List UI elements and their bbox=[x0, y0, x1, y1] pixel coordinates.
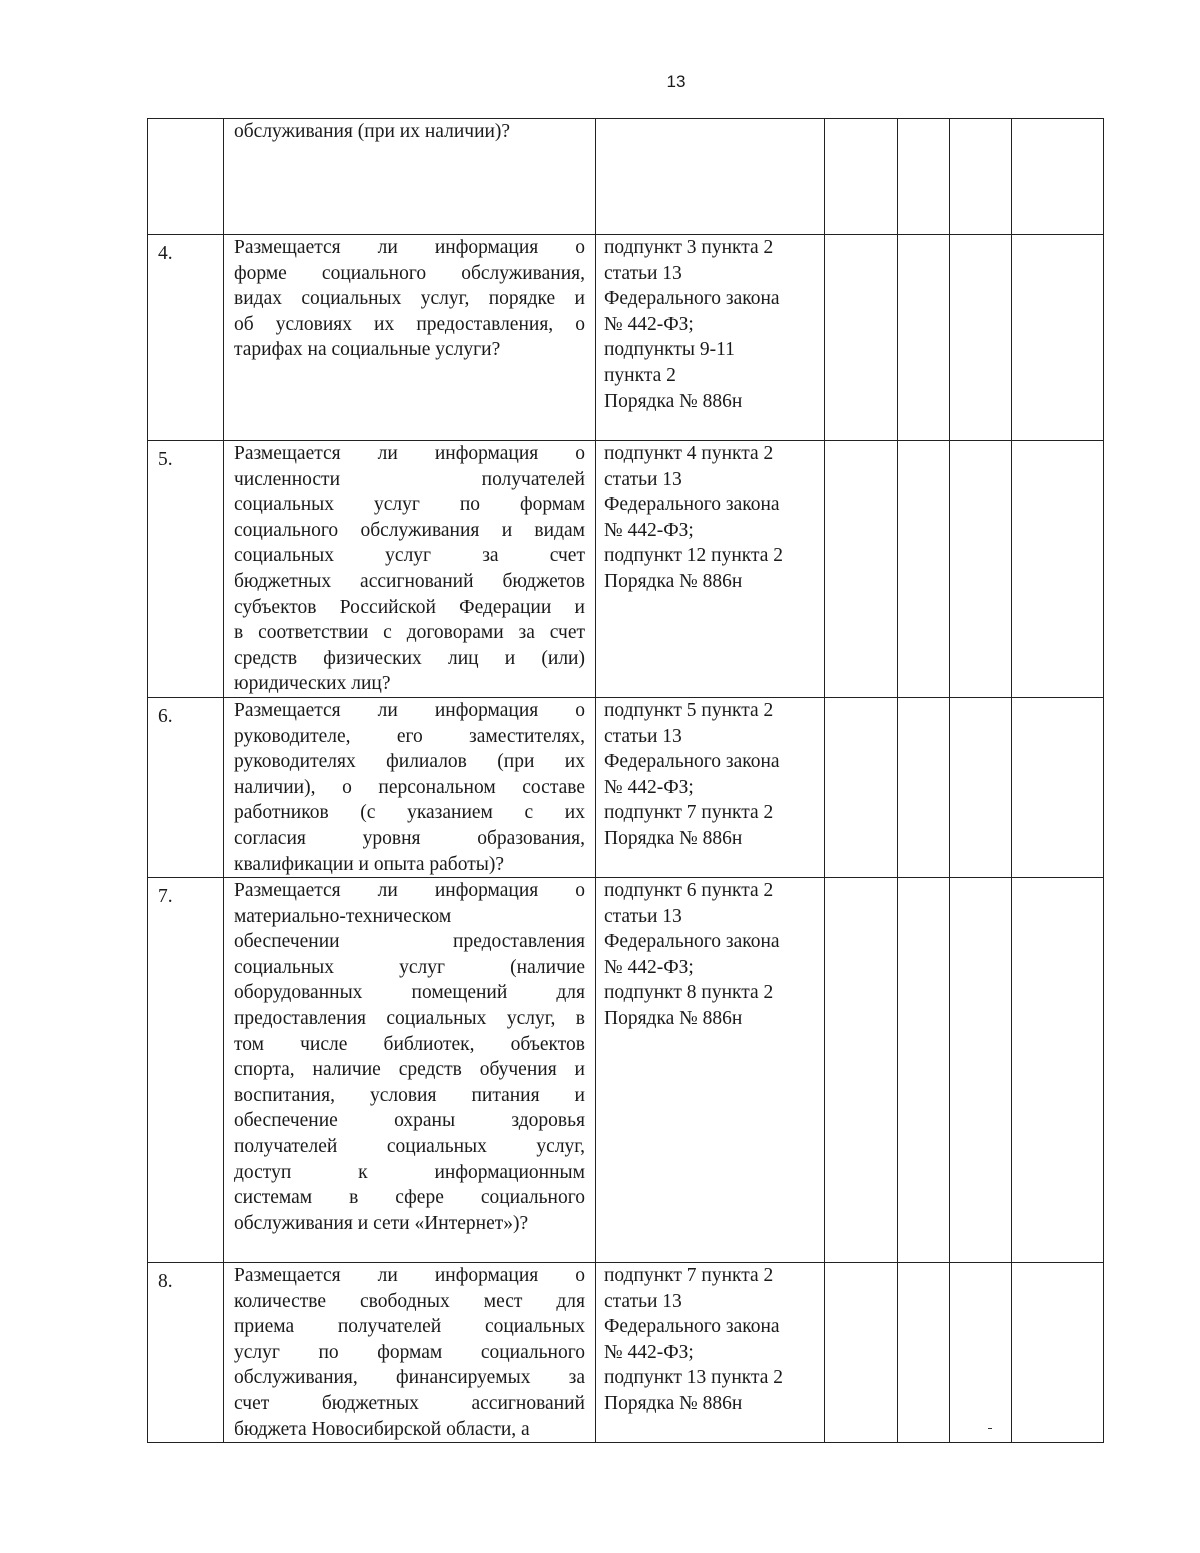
scan-mark bbox=[988, 1428, 992, 1429]
answer-no-cell bbox=[898, 235, 950, 441]
question-cell bbox=[224, 878, 596, 1263]
reference-line: подпункт 12 пункта 2 bbox=[604, 545, 784, 567]
question-line: видах социальных услуг, порядке и bbox=[234, 288, 585, 310]
table-row bbox=[148, 878, 1104, 1263]
reference-line: подпункт 3 пункта 2 bbox=[604, 237, 774, 258]
question-cell bbox=[224, 441, 596, 698]
reference-line: № 442-ФЗ; bbox=[604, 1341, 694, 1363]
question-line: в соответствии с договорами за счет bbox=[234, 622, 585, 644]
question-line: социальных услуг по формам bbox=[234, 494, 585, 516]
question-line: руководителях филиалов (при их bbox=[234, 751, 585, 773]
reference-line: статьи 13 bbox=[604, 725, 682, 747]
legal-reference-cell bbox=[596, 1263, 825, 1443]
answer-no-cell bbox=[898, 697, 950, 877]
reference-line: подпункт 8 пункта 2 bbox=[604, 982, 774, 1004]
answer-yes-cell bbox=[825, 235, 898, 441]
legal-reference-cell bbox=[596, 878, 825, 1263]
question-line: приема получателей социальных bbox=[234, 1316, 585, 1338]
table-row bbox=[148, 119, 1104, 235]
row-number: 8. bbox=[148, 1263, 224, 1443]
question-line: средств физических лиц и (или) bbox=[234, 647, 585, 669]
note-cell bbox=[1012, 878, 1104, 1263]
question-line: предоставления социальных услуг, в bbox=[234, 1008, 585, 1030]
checklist-table bbox=[147, 118, 1104, 1443]
row-number bbox=[148, 119, 224, 235]
question-line: счет бюджетных ассигнований bbox=[234, 1393, 585, 1415]
question-cell bbox=[224, 697, 596, 877]
not-applicable-cell bbox=[950, 697, 1012, 877]
question-line: воспитания, условия питания и bbox=[234, 1084, 585, 1106]
reference-line: подпункт 7 пункта 2 bbox=[604, 1265, 774, 1287]
table-row bbox=[148, 235, 1104, 441]
answer-yes-cell bbox=[825, 119, 898, 235]
legal-reference-cell bbox=[596, 119, 825, 235]
question-line: Размещается ли информация о bbox=[234, 237, 585, 258]
question-line: количестве свободных мест для bbox=[234, 1290, 585, 1312]
reference-line: подпункт 13 пункта 2 bbox=[604, 1367, 784, 1389]
answer-no-cell bbox=[898, 1263, 950, 1443]
answer-yes-cell bbox=[825, 697, 898, 877]
reference-line: Федерального закона bbox=[604, 1316, 780, 1338]
row-number: 7. bbox=[148, 878, 224, 1263]
table-row bbox=[148, 441, 1104, 698]
question-line: обслуживания и сети «Интернет»)? bbox=[234, 1212, 529, 1234]
question-line: услуг по формам социального bbox=[234, 1341, 585, 1363]
question-line: обслуживания, финансируемых за bbox=[234, 1367, 585, 1389]
question-line: получателей социальных услуг, bbox=[234, 1136, 585, 1158]
question-line: квалификации и опыта работы)? bbox=[234, 853, 504, 875]
question-line: руководителе, его заместителях, bbox=[234, 725, 585, 747]
reference-line: подпункты 9-11 bbox=[604, 339, 735, 361]
table-row bbox=[148, 1263, 1104, 1443]
question-line: бюджета Новосибирской области, а bbox=[234, 1418, 530, 1440]
note-cell bbox=[1012, 697, 1104, 877]
reference-line: статьи 13 bbox=[604, 1290, 682, 1312]
answer-no-cell bbox=[898, 119, 950, 235]
not-applicable-cell bbox=[950, 119, 1012, 235]
answer-yes-cell bbox=[825, 441, 898, 698]
question-line: том числе библиотек, объектов bbox=[234, 1033, 585, 1055]
reference-line: Порядка № 886н bbox=[604, 390, 743, 412]
legal-reference-cell bbox=[596, 441, 825, 698]
reference-line: № 442-ФЗ; bbox=[604, 956, 694, 978]
row-number: 5. bbox=[148, 441, 224, 698]
question-line: Размещается ли информация о bbox=[234, 443, 585, 464]
reference-line: Порядка № 886н bbox=[604, 570, 743, 592]
question-line: об условиях их предоставления, о bbox=[234, 313, 585, 335]
question-line: обслуживания (при их наличии)? bbox=[234, 121, 511, 142]
reference-line: пункта 2 bbox=[604, 364, 676, 386]
not-applicable-cell bbox=[950, 441, 1012, 698]
reference-line: статьи 13 bbox=[604, 468, 682, 490]
table-row bbox=[148, 697, 1104, 877]
question-line: субъектов Российской Федерации и bbox=[234, 596, 585, 618]
note-cell bbox=[1012, 235, 1104, 441]
question-line: системам в сфере социального bbox=[234, 1187, 585, 1209]
reference-line: Федерального закона bbox=[604, 751, 780, 773]
reference-line: № 442-ФЗ; bbox=[604, 776, 694, 798]
question-line: обеспечении предоставления bbox=[234, 931, 585, 953]
question-line: Размещается ли информация о bbox=[234, 880, 585, 902]
question-line: работников (с указанием с их bbox=[234, 802, 585, 824]
question-line: социальных услуг (наличие bbox=[234, 956, 585, 978]
question-line: бюджетных ассигнований бюджетов bbox=[234, 570, 585, 592]
question-line: спорта, наличие средств обучения и bbox=[234, 1059, 585, 1081]
question-line: обеспечение охраны здоровья bbox=[234, 1110, 585, 1132]
note-cell bbox=[1012, 119, 1104, 235]
reference-line: № 442-ФЗ; bbox=[604, 519, 694, 541]
question-line: социальных услуг за счет bbox=[234, 545, 585, 567]
question-cell bbox=[224, 235, 596, 441]
reference-line: Федерального закона bbox=[604, 931, 780, 953]
reference-line: подпункт 4 пункта 2 bbox=[604, 443, 774, 464]
row-number: 4. bbox=[148, 235, 224, 441]
not-applicable-cell bbox=[950, 878, 1012, 1263]
note-cell bbox=[1012, 1263, 1104, 1443]
question-line: Размещается ли информация о bbox=[234, 1265, 585, 1287]
reference-line: Федерального закона bbox=[604, 494, 780, 516]
reference-line: № 442-ФЗ; bbox=[604, 313, 694, 335]
question-line: социального обслуживания и видам bbox=[234, 519, 585, 541]
question-line: численности получателей bbox=[234, 468, 585, 490]
reference-line: подпункт 7 пункта 2 bbox=[604, 802, 774, 824]
reference-line: Федерального закона bbox=[604, 288, 780, 310]
answer-no-cell bbox=[898, 441, 950, 698]
question-line: оборудованных помещений для bbox=[234, 982, 585, 1004]
legal-reference-cell bbox=[596, 697, 825, 877]
question-line: форме социального обслуживания, bbox=[234, 262, 585, 284]
question-line: наличии), о персональном составе bbox=[234, 776, 585, 798]
reference-line: подпункт 6 пункта 2 bbox=[604, 880, 774, 902]
page-number: 13 bbox=[666, 72, 686, 91]
reference-line: статьи 13 bbox=[604, 905, 682, 927]
reference-line: подпункт 5 пункта 2 bbox=[604, 699, 774, 721]
question-cell bbox=[224, 1263, 596, 1443]
question-line: согласия уровня образования, bbox=[234, 827, 585, 849]
reference-line: Порядка № 886н bbox=[604, 827, 743, 849]
question-cell bbox=[224, 119, 596, 235]
question-line: материально-техническом bbox=[234, 905, 452, 927]
reference-line: Порядка № 886н bbox=[604, 1393, 743, 1415]
answer-yes-cell bbox=[825, 878, 898, 1263]
question-line: юридических лиц? bbox=[234, 673, 391, 695]
not-applicable-cell bbox=[950, 1263, 1012, 1443]
answer-no-cell bbox=[898, 878, 950, 1263]
note-cell bbox=[1012, 441, 1104, 698]
reference-line: Порядка № 886н bbox=[604, 1008, 743, 1030]
legal-reference-cell bbox=[596, 235, 825, 441]
answer-yes-cell bbox=[825, 1263, 898, 1443]
question-line: Размещается ли информация о bbox=[234, 699, 585, 721]
question-line: тарифах на социальные услуги? bbox=[234, 339, 501, 361]
not-applicable-cell bbox=[950, 235, 1012, 441]
row-number: 6. bbox=[148, 697, 224, 877]
reference-line: статьи 13 bbox=[604, 262, 682, 284]
question-line: доступ к информационным bbox=[234, 1161, 585, 1183]
